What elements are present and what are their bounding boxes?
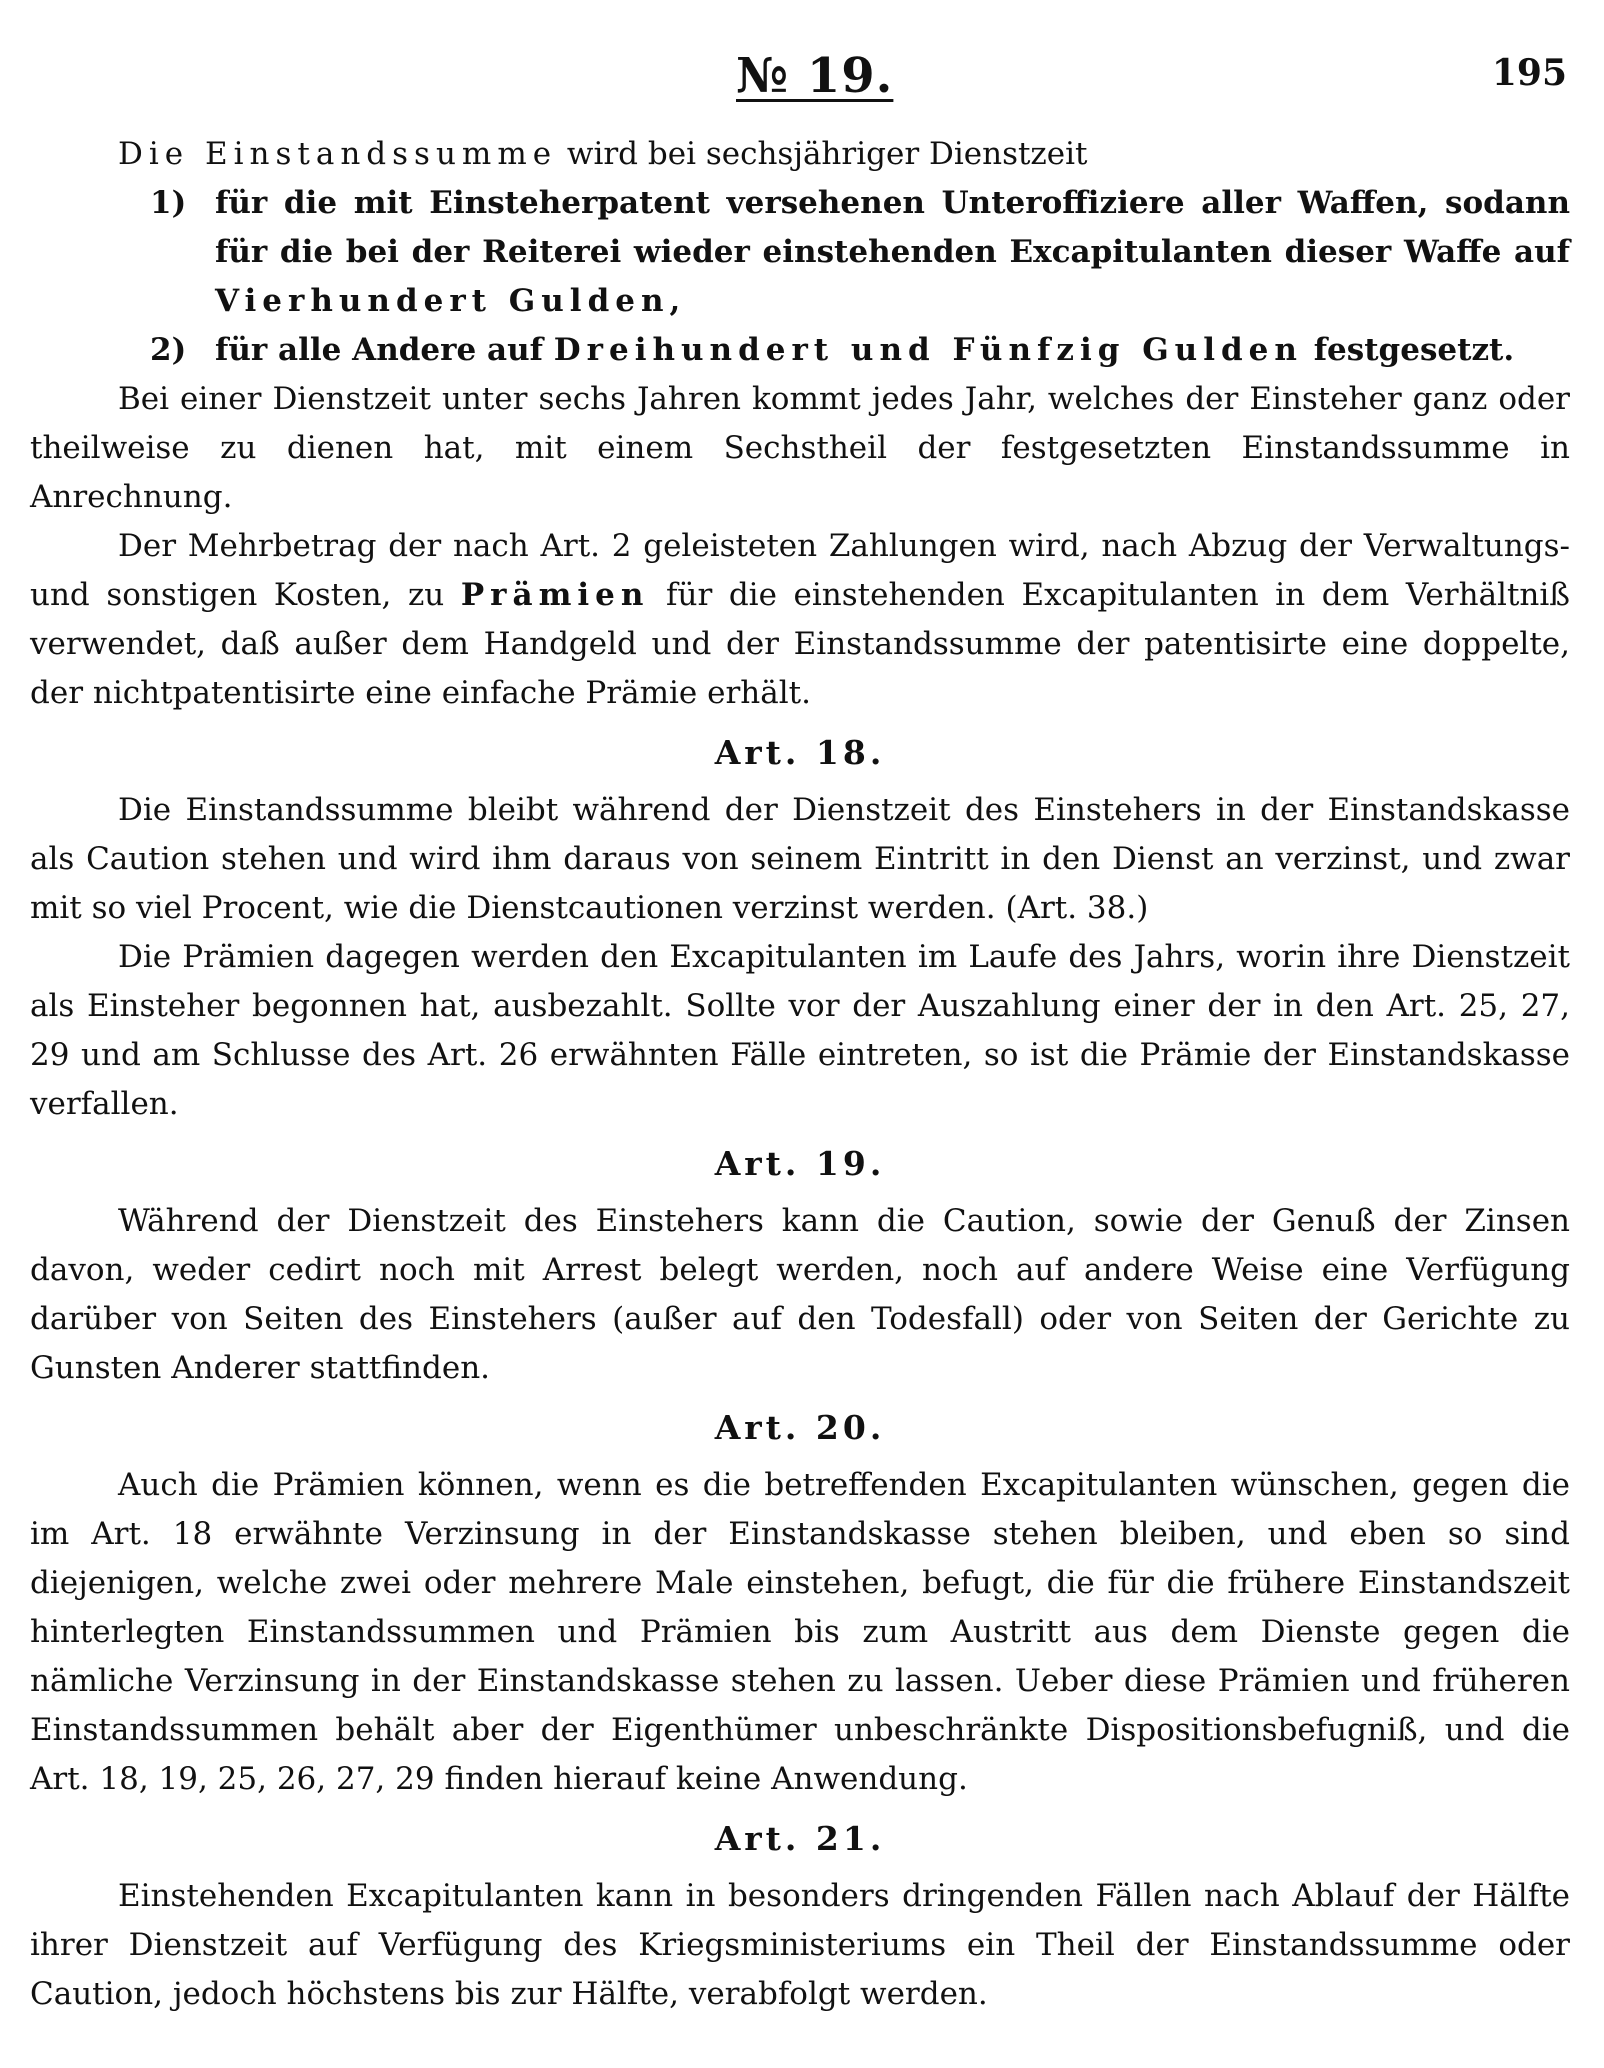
list-item-number: 2) [150,332,187,368]
article-paragraph: Die Einstandssumme bleibt während der Dienstzeit des Einstehers in der Einstandskasse als Caution stehen und wird ihm daraus von seinem Eintritt in den Dienst an verzinst, und zwar mit so viel Procent, wie die Dienstcautionen verzinst werden. (Art. 38.) [30,792,1570,926]
praemien-text-after: für die einstehenden Excapitulanten in dem Verhältniß verwendet, daß außer dem Handgeld und der Einstandssumme der patentisirte eine doppelte, der nichtpatentisirte eine einfache Prämie erhält. [30,577,1571,711]
list-item-amount: Vierhundert Gulden [215,283,670,319]
list-item [30,326,1570,375]
document-body [30,130,1570,2019]
list-item-suffix: , [669,283,681,319]
list-item [30,179,1570,326]
praemien-paragraph [30,522,1570,718]
article-heading: Art. 21. [714,1819,886,1858]
article-paragraph: Während der Dienstzeit des Einstehers kann die Caution, sowie der Genuß der Zinsen davon, weder cedirt noch mit Arrest belegt werden, noch auf andere Weise eine Verfügung darüber von Seiten des Einstehers (außer auf den Todesfall) oder von Seiten der Gerichte zu Gunsten Anderer stattfinden. [30,1203,1570,1386]
page-header [0,48,1604,108]
praemien-spaced: Prämien [460,577,650,613]
amount-list [30,179,1570,375]
page-number: 195 [1491,52,1567,94]
article-paragraph: Auch die Prämien können, wenn es die betreffenden Excapitulanten wünschen, gegen die im Art. 18 erwähnte Verzinsung in der Einstandskasse stehen bleiben, und eben so sind diejenigen, welche zwei oder mehrere Male einstehen, befugt, die für die frühere Einstandszeit hinterlegten Einstandssummen und Prämien bis zum Austritt aus dem Dienste gegen die nämliche Verzinsung in der Einstandskasse stehen zu lassen. Ueber diese Prämien und früheren Einstandssummen behält aber der Eigenthümer unbeschränkte Dispositionsbefugniß, und die Art. 18, 19, 25, 26, 27, 29 finden hierauf keine Anwendung. [30,1467,1570,1797]
praemien-text-before: Der Mehrbetrag der nach Art. 2 geleisteten Zahlungen wird, nach Abzug der Verwaltungs- und sonstigen Kosten, zu [30,528,1570,613]
list-item-text: für alle Andere auf [215,332,554,368]
article-heading: Art. 20. [714,1408,886,1447]
issue-number: № 19. [736,48,894,104]
intro-lead-rest: wird bei sechsjähriger Dienstzeit [557,136,1088,172]
intro-lead-spaced: Die Einstandssumme [118,136,558,172]
article-paragraph: Einstehenden Excapitulanten kann in besonders dringenden Fällen nach Ablauf der Hälfte ihrer Dienstzeit auf Verfügung des Kriegsministeriums ein Theil der Einstandssumme oder Caution, jedoch höchstens bis zur Hälfte, verabfolgt werden. [30,1878,1570,2012]
list-item-number: 1) [150,185,187,221]
list-item-text: für die mit Einsteherpatent versehenen Unteroffiziere aller Waffen, sodann für die bei der Reiterei wieder einstehenden Excapitulanten dieser Waffe auf [215,185,1570,270]
list-item-amount: Dreihundert und Fünfzig Gulden [553,332,1303,368]
article-paragraph: Die Prämien dagegen werden den Excapitulanten im Laufe des Jahrs, worin ihre Dienstzeit als Einsteher begonnen hat, ausbezahlt. Sollte vor der Auszahlung einer der in den Art. 25, 27, 29 und am Schlusse des Art. 26 erwähnten Fälle eintreten, so ist die Prämie der Einstandskasse verfallen. [30,939,1570,1122]
intro-paragraph [30,130,1570,179]
article-heading: Art. 19. [714,1144,886,1183]
article-heading: Art. 18. [714,733,886,772]
paragraph: Bei einer Dienstzeit unter sechs Jahren kommt jedes Jahr, welches der Einsteher ganz oder theilweise zu dienen hat, mit einem Sechstheil der festgesetzten Einstandssumme in Anrechnung. [30,381,1570,515]
list-item-suffix: festgesetzt. [1302,332,1515,368]
